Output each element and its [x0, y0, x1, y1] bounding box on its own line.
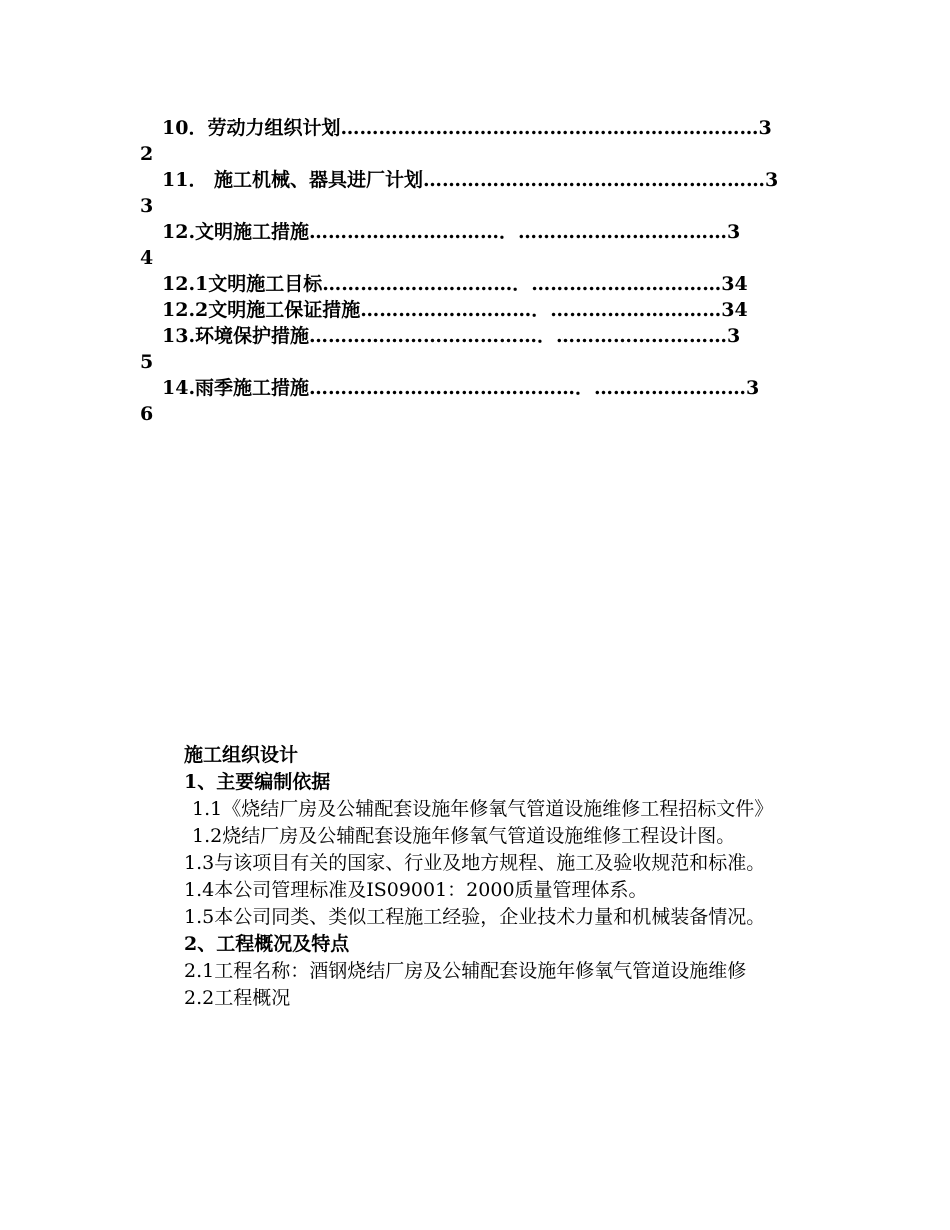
toc-entry-page-wrap: 6 — [140, 403, 154, 425]
toc-entry-14[interactable] — [140, 375, 812, 401]
toc-entry-12[interactable] — [140, 219, 812, 245]
paragraph-1-3: 1.3与该项目有关的国家、行业及地方规程、施工及验收规范和标准。 — [184, 852, 766, 874]
toc-entry-12-2[interactable] — [140, 297, 812, 323]
toc-entry-text: 13.环境保护措施………………………………．………………………3 — [162, 325, 741, 347]
toc-entry-text: 11． 施工机械、器具进厂计划………………………………………………3 — [162, 169, 779, 191]
toc-entry-text: 10．劳动力组织计划…………………………………………………………3 — [162, 117, 772, 139]
toc-entry-page-wrap: 5 — [140, 351, 154, 373]
toc-entry-text: 12.文明施工措施…………………………．……………………………3 — [162, 221, 741, 243]
paragraph-1-5: 1.5本公司同类、类似工程施工经验，企业技术力量和机械装备情况。 — [184, 906, 766, 928]
paragraph-2-1: 2.1工程名称：酒钢烧结厂房及公辅配套设施年修氧气管道设施维修 — [184, 960, 747, 982]
toc-entry-13[interactable] — [140, 323, 812, 349]
toc-entry-page-wrap: 4 — [140, 247, 154, 269]
paragraph-1-2: 1.2烧结厂房及公辅配套设施年修氧气管道设施维修工程设计图。 — [192, 825, 736, 847]
paragraph-1-4: 1.4本公司管理标准及IS09001：2000质量管理体系。 — [184, 879, 648, 901]
table-of-contents — [140, 115, 812, 427]
section-2-heading: 2、工程概况及特点 — [184, 933, 350, 955]
toc-entry-12-1[interactable] — [140, 271, 812, 297]
paragraph-2-2: 2.2工程概况 — [184, 987, 291, 1009]
toc-entry-page-wrap: 2 — [140, 143, 154, 165]
paragraph-1-1: 1.1《烧结厂房及公辅配套设施年修氧气管道设施维修工程招标文件》 — [192, 798, 774, 820]
toc-entry-text: 12.2文明施工保证措施………………………．………………………34 — [162, 299, 748, 321]
toc-entry-text: 14.雨季施工措施……………………………………．……………………3 — [162, 377, 760, 399]
document-title: 施工组织设计 — [184, 744, 299, 766]
toc-entry-page-wrap: 3 — [140, 195, 154, 217]
toc-entry-text: 12.1文明施工目标…………………………．…………………………34 — [162, 273, 748, 295]
document-body — [140, 742, 812, 1012]
toc-entry-11[interactable] — [140, 167, 812, 193]
toc-entry-10[interactable] — [140, 115, 812, 141]
section-1-heading: 1、主要编制依据 — [184, 771, 331, 793]
